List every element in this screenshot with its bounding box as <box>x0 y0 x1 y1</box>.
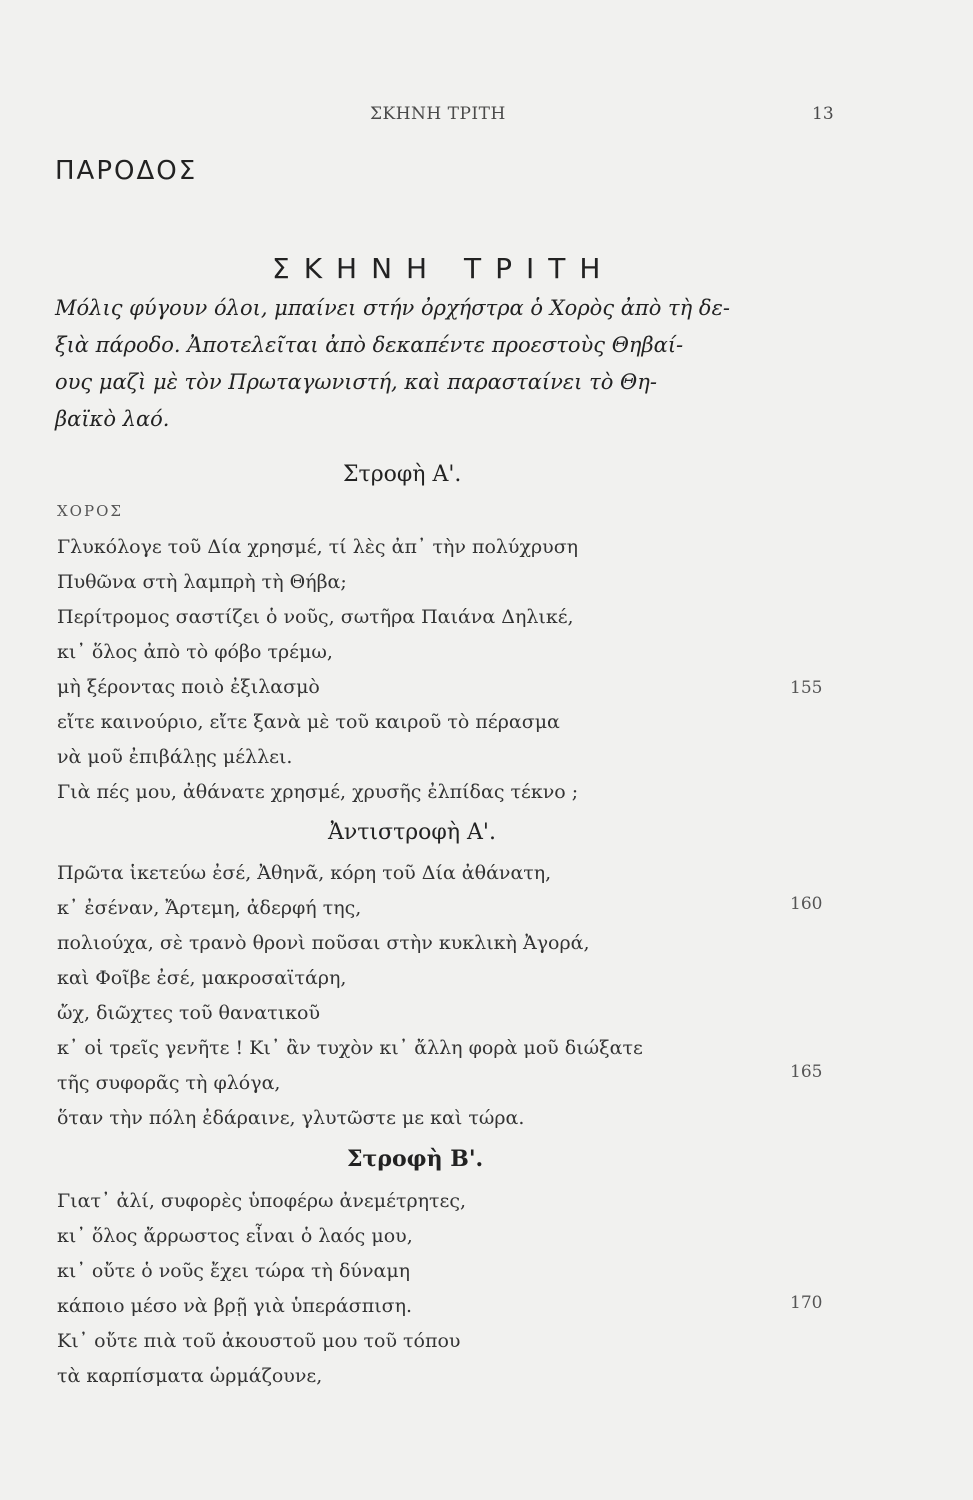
verse-line: εἴτε καινούριο, εἴτε ξανὰ μὲ τοῦ καιροῦ τὸ πέρασμα <box>57 711 560 733</box>
verse-line: Πυθῶνα στὴ λαμπρὴ τὴ Θήβα; <box>57 571 347 593</box>
stage-direction-line: ξιὰ πάροδο. Ἀποτελεῖται ἀπὸ δεκαπέντε προεστοὺς Θηβαί- <box>55 333 684 357</box>
stage-direction-line: βαϊκὸ λαό. <box>55 407 170 431</box>
verse-line: κ᾽ οἱ τρεῖς γενῆτε ! Κι᾽ ἂν τυχὸν κι᾽ ἄλλη φορὰ μοῦ διώξατε <box>57 1037 643 1059</box>
verse-line: Γλυκόλογε τοῦ Δία χρησμέ, τί λὲς ἀπ᾽ τὴν πολύχρυση <box>57 536 579 558</box>
antistrophe-a-heading: Ἀντιστροφὴ Α'. <box>328 820 496 845</box>
verse-line: Πρῶτα ἱκετεύω ἐσέ, Ἀθηνᾶ, κόρη τοῦ Δία ἀθάνατη, <box>57 862 552 884</box>
verse-line: τὰ καρπίσματα ὡρμάζουνε, <box>57 1365 323 1387</box>
line-number: 160 <box>790 894 823 914</box>
stage-direction-line: Μόλις φύγουν όλοι, μπαίνει στήν ὀρχήστρα ὁ Χορὸς ἀπὸ τὴ δε- <box>55 296 730 320</box>
verse-line: κι᾽ ὅλος ἄρρωστος εἶναι ὁ λαός μου, <box>57 1225 413 1247</box>
strophe-a-heading: Στροφὴ Α'. <box>343 462 462 487</box>
line-number: 155 <box>790 678 823 698</box>
verse-line: τῆς συφορᾶς τὴ φλόγα, <box>57 1072 281 1094</box>
page-number: 13 <box>812 104 834 124</box>
verse-line: κι᾽ ὅλος ἀπὸ τὸ φόβο τρέμω, <box>57 641 333 663</box>
line-number: 170 <box>790 1293 823 1313</box>
verse-line: ὅταν τὴν πόλη ἐδάραινε, γλυτῶστε με καὶ τώρα. <box>57 1107 525 1129</box>
strophe-b-heading: Στροφὴ Β'. <box>347 1146 484 1172</box>
verse-line: νὰ μοῦ ἐπιβάλῃς μέλλει. <box>57 746 293 768</box>
verse-line: μὴ ξέροντας ποιὸ ἐξιλασμὸ <box>57 676 320 698</box>
verse-line: Κι᾽ οὔτε πιὰ τοῦ ἀκουστοῦ μου τοῦ τόπου <box>57 1330 461 1352</box>
scene-title: ΣΚΗΝΗ ΤΡΙΤΗ <box>272 252 615 285</box>
stage-direction-line: ους μαζὶ μὲ τὸν Πρωταγωνιστή, καὶ παρασταίνει τὸ Θη- <box>55 370 657 394</box>
speaker-label: ΧΟΡΟΣ <box>57 502 123 520</box>
verse-line: πολιούχα, σὲ τρανὸ θρονὶ ποῦσαι στὴν κυκλικὴ Ἀγορά, <box>57 932 590 954</box>
verse-line: καὶ Φοῖβε ἐσέ, μακροσαϊτάρη, <box>57 967 347 989</box>
verse-line: Γιατ᾽ ἀλί, συφορὲς ὑποφέρω ἀνεμέτρητες, <box>57 1190 467 1212</box>
verse-line: Περίτρομος σαστίζει ὁ νοῦς, σωτῆρα Παιάνα Δηλικέ, <box>57 606 574 628</box>
section-title: ΠΑΡΟΔΟΣ <box>55 156 198 186</box>
running-head: ΣΚΗΝΗ ΤΡΙΤΗ <box>370 104 506 124</box>
verse-line: Γιὰ πές μου, ἀθάνατε χρησμέ, χρυσῆς ἐλπίδας τέκνο ; <box>57 781 579 803</box>
verse-line: κ᾽ ἐσέναν, Ἄρτεμη, ἀδερφή της, <box>57 897 362 919</box>
verse-line: ὤχ, διῶχτες τοῦ θανατικοῦ <box>57 1002 321 1024</box>
verse-line: κάποιο μέσο νὰ βρῇ γιὰ ὑπεράσπιση. <box>57 1295 413 1317</box>
verse-line: κι᾽ οὔτε ὁ νοῦς ἔχει τώρα τὴ δύναμη <box>57 1260 411 1282</box>
line-number: 165 <box>790 1062 823 1082</box>
